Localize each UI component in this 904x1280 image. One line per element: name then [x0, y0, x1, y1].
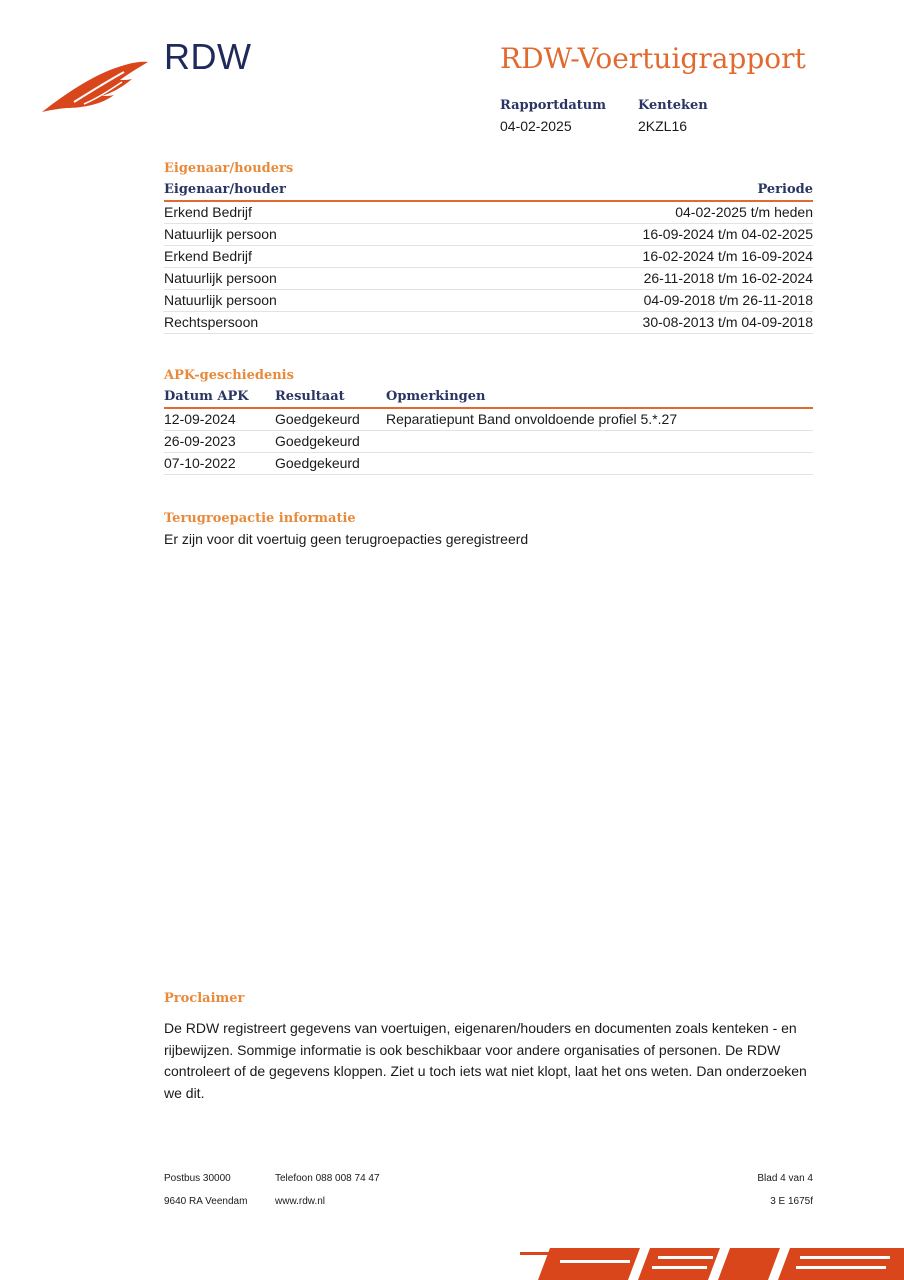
period-cell: 04-09-2018 t/m 26-11-2018 — [643, 292, 813, 308]
apk-date-cell: 26-09-2023 — [164, 433, 236, 449]
col-remarks-header: Opmerkingen — [386, 389, 486, 404]
proclaimer-line: rijbewijzen. Sommige informatie is ook beschikbaar voor andere organisaties of personen. De RDW — [164, 1041, 781, 1058]
kenteken-label: Kenteken — [638, 98, 708, 113]
rdw-logo-icon — [40, 58, 150, 116]
apk-table — [164, 387, 813, 475]
owners-table-header — [164, 180, 813, 202]
footer-postbus: Postbus 30000 — [164, 1173, 231, 1184]
apk-table-header — [164, 387, 813, 409]
col-period-header: Periode — [757, 182, 813, 197]
col-date-header: Datum APK — [164, 389, 249, 404]
col-result-header: Resultaat — [275, 389, 345, 404]
footer-telefoon: Telefoon 088 008 74 47 — [275, 1173, 380, 1184]
proclaimer-text — [164, 1018, 814, 1104]
proclaimer-line: De RDW registreert gegevens van voertuigen, eigenaren/houders en documenten zoals kenteken - en — [164, 1020, 797, 1036]
apk-result-cell: Goedgekeurd — [275, 433, 360, 449]
proclaimer-section-title: Proclaimer — [164, 991, 245, 1006]
apk-result-cell: Goedgekeurd — [275, 411, 360, 427]
owner-cell: Natuurlijk persoon — [164, 226, 277, 242]
footer-code: 3 E 1675f — [770, 1196, 813, 1207]
table-row — [164, 290, 813, 312]
footer-page-number: Blad 4 van 4 — [757, 1173, 813, 1184]
period-cell: 26-11-2018 t/m 16-02-2024 — [643, 270, 813, 286]
apk-date-cell: 12-09-2024 — [164, 411, 236, 427]
apk-result-cell: Goedgekeurd — [275, 455, 360, 471]
owner-cell: Erkend Bedrijf — [164, 248, 252, 264]
rapportdatum-value: 04-02-2025 — [500, 118, 572, 134]
footer-website[interactable]: www.rdw.nl — [275, 1196, 326, 1207]
decorative-stripes-icon — [520, 1244, 904, 1280]
owners-section-title: Eigenaar/houders — [164, 161, 294, 176]
owner-cell: Erkend Bedrijf — [164, 204, 252, 220]
owner-cell: Rechtspersoon — [164, 314, 259, 330]
logo-text: RDW — [164, 36, 252, 77]
table-row — [164, 224, 813, 246]
apk-date-cell: 07-10-2022 — [164, 455, 236, 471]
table-row — [164, 202, 813, 224]
recall-text: Er zijn voor dit voertuig geen terugroepacties geregistreerd — [164, 531, 529, 547]
apk-section-title: APK-geschiedenis — [164, 368, 294, 383]
period-cell: 16-09-2024 t/m 04-02-2025 — [642, 226, 813, 242]
table-row — [164, 312, 813, 334]
recall-section-title: Terugroepactie informatie — [164, 511, 356, 526]
table-row — [164, 246, 813, 268]
kenteken-value: 2KZL16 — [638, 118, 688, 134]
table-row — [164, 431, 813, 453]
proclaimer-line: we dit. — [164, 1084, 205, 1101]
footer-postcode: 9640 RA Veendam — [164, 1196, 248, 1207]
owner-cell: Natuurlijk persoon — [164, 292, 277, 308]
owners-table — [164, 180, 813, 334]
apk-remarks-cell: Reparatiepunt Band onvoldoende profiel 5.*.27 — [386, 411, 678, 427]
report-title: RDW-Voertuigrapport — [500, 42, 806, 75]
period-cell: 16-02-2024 t/m 16-09-2024 — [642, 248, 813, 264]
owner-cell: Natuurlijk persoon — [164, 270, 277, 286]
table-row — [164, 453, 813, 475]
table-row — [164, 409, 813, 431]
col-owner-header: Eigenaar/houder — [164, 182, 286, 197]
table-row — [164, 268, 813, 290]
rapportdatum-label: Rapportdatum — [500, 98, 606, 113]
period-cell: 30-08-2013 t/m 04-09-2018 — [642, 314, 813, 330]
period-cell: 04-02-2025 t/m heden — [675, 204, 813, 220]
proclaimer-line: controleert of de gegevens kloppen. Ziet u toch iets wat niet klopt, laat het ons weten. Dan onderzoeken — [164, 1063, 807, 1079]
